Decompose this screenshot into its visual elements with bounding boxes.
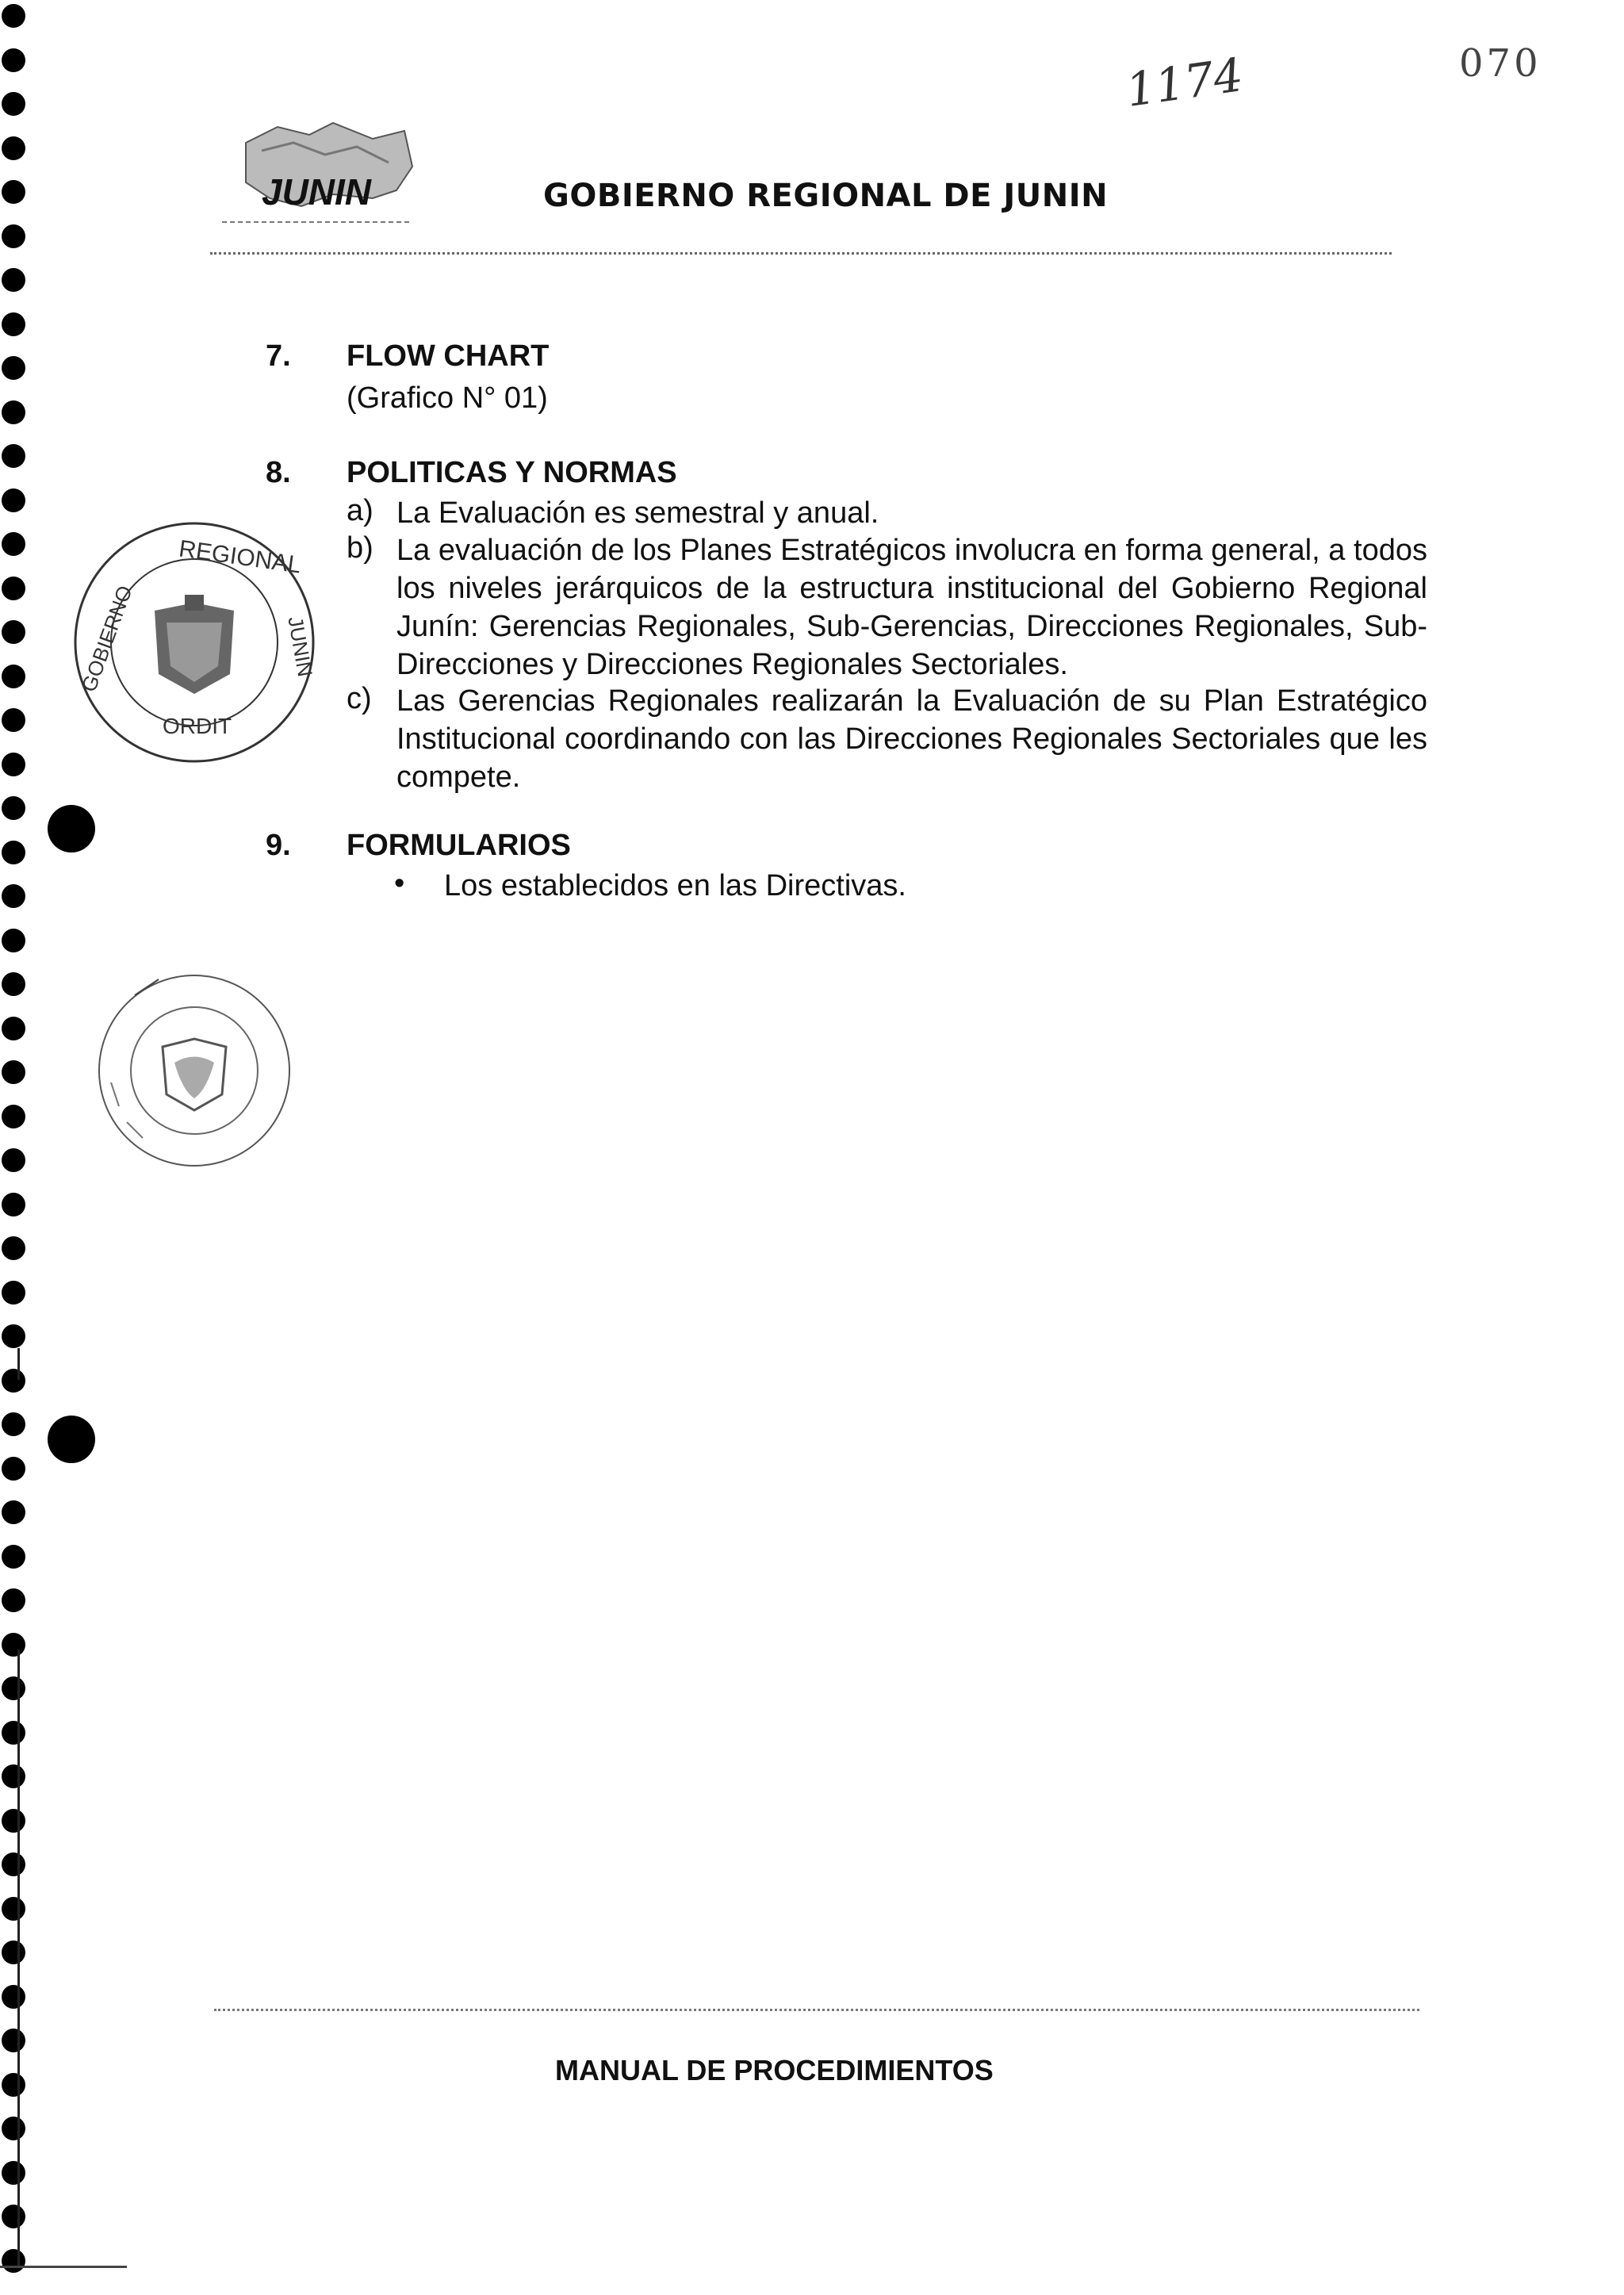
binder-hole: [2, 1545, 25, 1569]
bullet-symbol: •: [394, 867, 405, 900]
footer-title: MANUAL DE PROCEDIMIENTOS: [555, 2054, 994, 2086]
binder-hole: [2, 1721, 25, 1745]
binder-hole: [2, 620, 25, 644]
binder-hole: [2, 1105, 25, 1128]
regional-government-seal: [67, 515, 321, 769]
binder-hole: [2, 1369, 25, 1393]
item-label: c): [347, 682, 372, 715]
binder-hole: [2, 1148, 25, 1172]
binder-hole: [2, 884, 25, 908]
binder-hole: [2, 1809, 25, 1833]
binder-hole: [2, 1764, 25, 1788]
binder-hole: [2, 1412, 25, 1436]
binder-hole: [2, 753, 25, 776]
binder-hole: [2, 1985, 25, 2009]
binder-hole: [2, 1897, 25, 1921]
binder-hole: [2, 1457, 25, 1481]
item-text: Las Gerencias Regionales realizarán la Evaluación de su Plan Estratégico Institucional coordinando con las Direcciones Regionales Sectoriales que les compete.: [396, 684, 1427, 794]
seal-text-right: JUNIN: [283, 615, 318, 679]
binder-hole: [2, 356, 25, 380]
header-title: GOBIERNO REGIONAL DE JUNIN: [543, 178, 1109, 214]
binder-hole: [2, 1941, 25, 1964]
binder-hole: [2, 665, 25, 688]
item-label: b): [347, 531, 373, 565]
binder-hole: [2, 4, 25, 28]
binder-hole: [2, 2161, 25, 2185]
binder-holes: [0, 0, 63, 2295]
binder-hole-large: [48, 805, 95, 852]
binder-hole: [2, 92, 25, 116]
page-number: 070: [1459, 41, 1542, 86]
binder-hole: [2, 841, 25, 864]
binder-hole: [2, 1017, 25, 1040]
binder-hole: [2, 312, 25, 336]
item-text: La Evaluación es semestral y anual.: [396, 496, 879, 530]
binder-hole: [2, 796, 25, 820]
footer-divider: [214, 2009, 1419, 2011]
section-title-flow-chart: FLOW CHART: [347, 339, 550, 373]
junin-logo: [214, 119, 420, 230]
svg-text:JUNIN: JUNIN: [262, 171, 372, 213]
binder-hole-large: [48, 1416, 95, 1463]
page-edge-line: [0, 2266, 127, 2268]
binder-hole: [2, 268, 25, 292]
binder-hole: [2, 1588, 25, 1612]
binder-hole: [2, 532, 25, 556]
binder-hole: [2, 400, 25, 424]
binder-hole: [2, 180, 25, 204]
binder-hole: [2, 48, 25, 72]
binder-hole: [2, 1500, 25, 1524]
section-number: 7.: [266, 339, 291, 373]
binder-hole: [2, 1324, 25, 1348]
binder-hole: [2, 1633, 25, 1657]
binder-hole: [2, 1676, 25, 1700]
binder-hole: [2, 1060, 25, 1084]
section-title-politicas: POLITICAS Y NORMAS: [347, 456, 677, 489]
bullet-text: Los establecidos en las Directivas.: [444, 869, 906, 902]
binder-hole: [2, 489, 25, 512]
binder-hole: [2, 2073, 25, 2097]
binder-hole: [2, 136, 25, 160]
binder-hole: [2, 2249, 25, 2273]
section-title-formularios: FORMULARIOS: [347, 829, 571, 862]
binder-hole: [2, 2029, 25, 2052]
handwritten-folio: 1174: [1122, 48, 1247, 117]
binder-hole: [2, 708, 25, 732]
binder-hole: [2, 1281, 25, 1305]
section-number: 9.: [266, 829, 291, 862]
seal-text-top: REGIONAL: [177, 535, 303, 579]
header-divider: [210, 252, 1392, 255]
binder-hole: [2, 224, 25, 248]
binder-hole: [2, 972, 25, 996]
binder-hole: [2, 2117, 25, 2140]
item-label: a): [347, 494, 373, 527]
binder-hole: [2, 1236, 25, 1260]
binder-hole: [2, 1193, 25, 1216]
binder-hole: [2, 444, 25, 468]
binder-line: [17, 1649, 20, 2268]
binder-line: [17, 1348, 20, 1380]
item-text: La evaluación de los Planes Estratégicos involucra en forma general, a todos los niveles jerárquicos de la estructura institucional del Gobierno Regional Junín: Gerencias Regionales, Sub-Gerencias, Direcciones Regionales, Sub-Direcciones y Direcciones Regionales Sectoriales.: [396, 534, 1427, 681]
binder-hole: [2, 577, 25, 600]
binder-hole: [2, 1852, 25, 1876]
section-number: 8.: [266, 456, 291, 489]
binder-hole: [2, 929, 25, 952]
binder-hole: [2, 2205, 25, 2228]
faded-seal: [87, 964, 301, 1178]
section-subtitle: (Grafico N° 01): [347, 381, 548, 415]
seal-text-bottom: ORDIT: [163, 714, 232, 738]
seal-text-left: GOBIERNO: [76, 582, 137, 695]
